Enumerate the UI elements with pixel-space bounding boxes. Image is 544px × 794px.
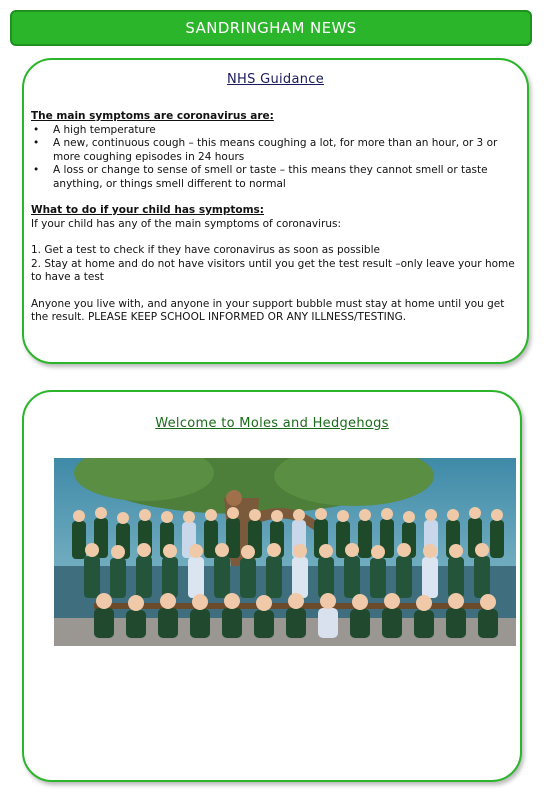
welcome-title: Welcome to Moles and Hedgehogs [155, 416, 389, 431]
nhs-guidance-title: NHS Guidance [226, 72, 324, 87]
todo-intro: If your child has any of the main symptoms of coronavirus: [31, 217, 342, 230]
todo-heading: What to do if your child has symptoms: [31, 204, 264, 216]
symptom-item: • A new, continuous cough – this means coughing a lot, for more than an hour, or 3 or more coughing episodes in 24 hours [31, 137, 517, 164]
newsletter-title: SANDRINGHAM NEWS [185, 19, 357, 37]
newsletter-banner [10, 10, 532, 46]
nhs-guidance-panel [22, 58, 529, 364]
class-photo [54, 458, 516, 646]
step-item: 2. Stay at home and do not have visitors until you get the test result –only leave your home to have a test [31, 257, 515, 283]
step-item: 1. Get a test to check if they have coronavirus as soon as possible [31, 244, 380, 256]
symptoms-heading: The main symptoms are coronavirus are: [31, 110, 274, 122]
welcome-panel [22, 390, 522, 782]
symptom-item: • A high temperature [31, 124, 517, 138]
symptoms-list [31, 124, 517, 192]
symptom-item: • A loss or change to sense of smell or taste – this means they cannot smell or taste anything, or things smell different to normal [31, 164, 517, 191]
nhs-guidance-body [31, 110, 517, 325]
closing-paragraph: Anyone you live with, and anyone in your support bubble must stay at home until you get the result. PLEASE KEEP SCHOOL INFORMED OR ANY ILLNESS/TESTING. [31, 297, 505, 323]
